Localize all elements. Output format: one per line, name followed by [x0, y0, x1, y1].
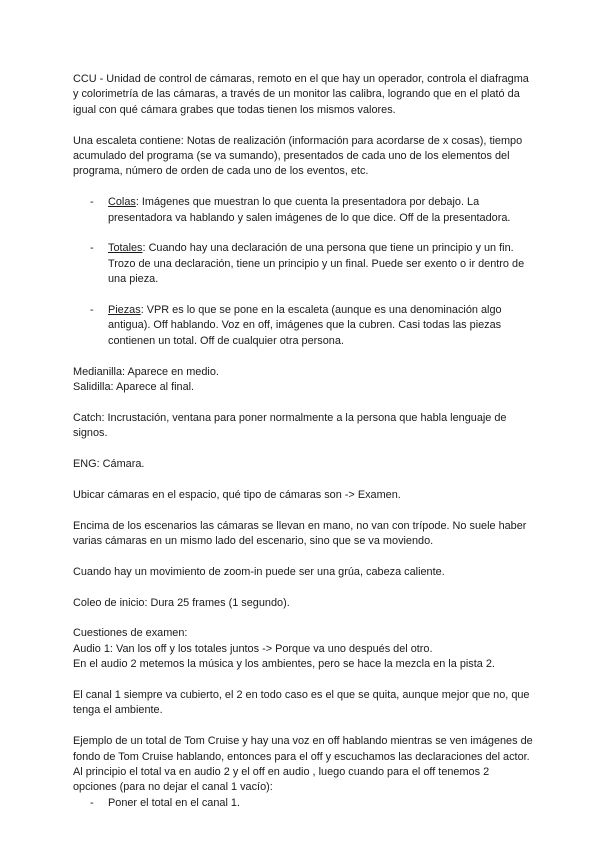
paragraph-eng: ENG: Cámara. — [73, 458, 145, 471]
bullet-piezas — [73, 303, 535, 349]
paragraph-canal: El canal 1 siempre va cubierto, el 2 en todo caso es el que se quita, aunque mejor que no, que tenga el ambiente. — [73, 689, 530, 717]
bullet-dash: - — [90, 304, 94, 317]
bullet-text: Poner el total en el canal 1. — [108, 796, 240, 809]
bullet-text: : Imágenes que muestran lo que cuenta la presentadora por debajo. La presentadora va hablando y salen imágenes de lo que dice. Off de la presentadora. — [108, 196, 511, 224]
bullet-dash: - — [90, 242, 94, 255]
paragraph-audio2: En el audio 2 metemos la música y los ambientes, pero se hace la mezcla en la pista 2. — [73, 658, 495, 671]
bullet-colas — [73, 195, 535, 226]
paragraph-zoom: Cuando hay un movimiento de zoom-in puede ser una grúa, cabeza caliente. — [73, 565, 445, 578]
paragraph-salidilla: Salidilla: Aparece al final. — [73, 381, 195, 394]
paragraph-ubicar: Ubicar cámaras en el espacio, qué tipo de cámaras son -> Examen. — [73, 488, 401, 501]
paragraph-encima: Encima de los escenarios las cámaras se llevan en mano, no van con trípode. No suele haber varias cámaras en un mismo lado del escenario, sino que se va moviendo. — [73, 519, 527, 548]
paragraph-medianilla: Medianilla: Aparece en medio. — [73, 365, 219, 378]
paragraph-escaleta: Una escaleta contiene: Notas de realización (información para acordarse de x cosas), tiempo acumulado del programa (se va sumando), presentados de cada uno de los elementos del programa, número de orden de cada uno de los eventos, etc. — [73, 134, 523, 178]
paragraph-coleo: Coleo de inicio: Dura 25 frames (1 segundo). — [73, 596, 290, 609]
bullet-dash: - — [90, 796, 94, 809]
paragraph-catch: Catch: Incrustación, ventana para poner normalmente a la persona que habla lenguaje de signos. — [73, 411, 507, 440]
paragraph-ejemplo: Ejemplo de un total de Tom Cruise y hay una voz en off hablando mientras se ven imágenes de fondo de Tom Cruise hablando, entonces para el off y escuchamos las declaraciones del actor. Al principio el total va en audio 2 y el off en audio , luego cuando para el off tenemos 2 opciones (para no dejar el canal 1 vacío): — [73, 735, 533, 794]
term-totales: Totales — [108, 242, 143, 255]
paragraph-audio1: Audio 1: Van los off y los totales juntos -> Porque va uno después del otro. — [73, 642, 433, 655]
document-page — [73, 72, 535, 811]
paragraph-ccu: CCU - Unidad de control de cámaras, remoto en el que hay un operador, controla el diafragma y colorimetría de las cámaras, a través de un monitor las calibra, logrando que en el plató da igual con qué cámara grabes que todas tienen los mismos valores. — [73, 73, 529, 116]
bullet-dash: - — [90, 196, 94, 209]
bullet-final — [73, 796, 535, 811]
bullet-totales — [73, 241, 535, 287]
bullet-text: : Cuando hay una declaración de una persona que tiene un principio y un fin. Trozo de una declaración, tiene un principio y un final. Puede ser exento o ir dentro de una pieza. — [108, 242, 525, 286]
bullet-text: : VPR es lo que se pone en la escaleta (aunque es una denominación algo antigua). Off hablando. Voz en off, imágenes que la cubren. Casi todas las piezas contienen un total. Off de cualquier otra persona. — [108, 304, 502, 347]
cuestiones-title: Cuestiones de examen: — [73, 627, 188, 640]
term-piezas: Piezas — [108, 304, 141, 317]
term-colas: Colas — [108, 196, 136, 209]
